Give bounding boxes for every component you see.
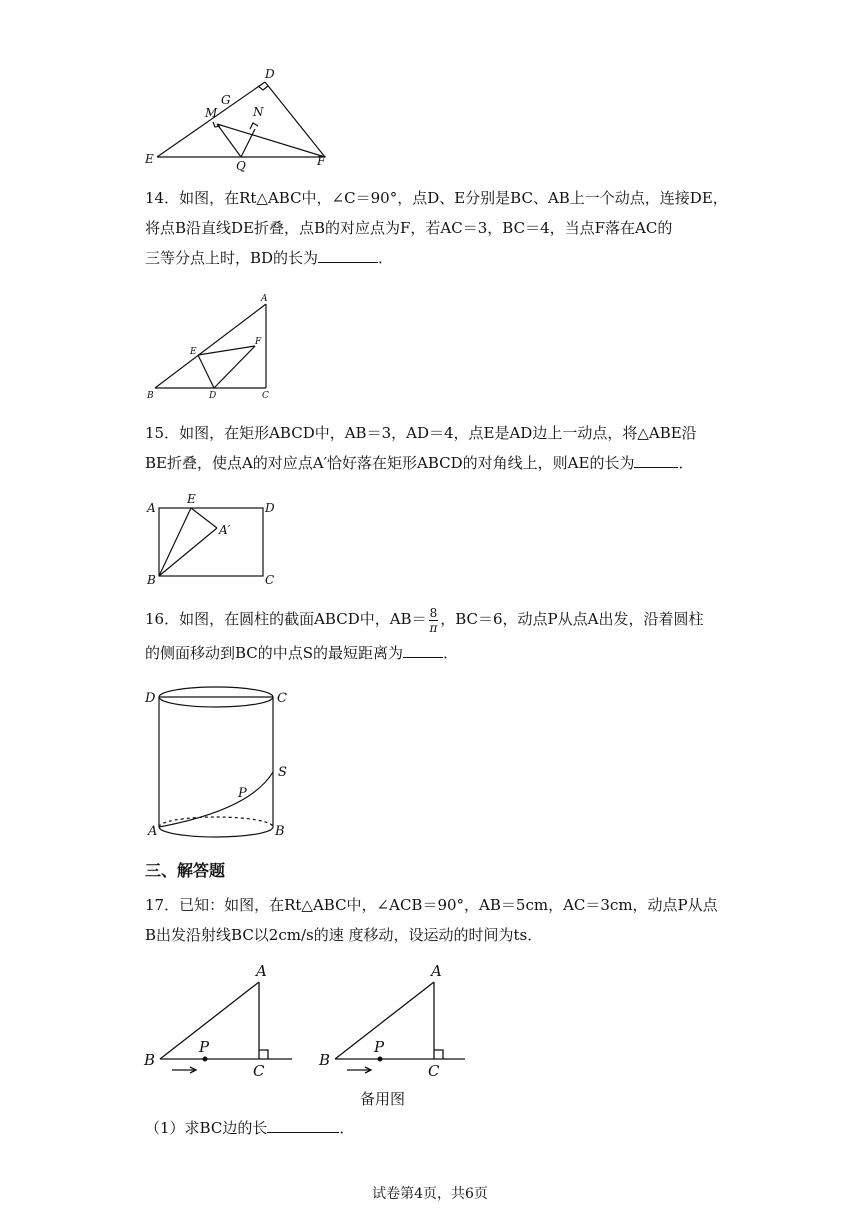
section-heading: 三、解答题 [145, 861, 226, 880]
label-B: B [147, 391, 154, 401]
figure-15 [145, 492, 285, 587]
label-A: A [147, 501, 156, 515]
label-M: M [205, 106, 218, 120]
question-17 [145, 890, 725, 950]
point-P [203, 1057, 208, 1062]
q17-line2: B出发沿射线BC以2cm/s的速 度移动，设运动的时间为ts． [145, 926, 543, 944]
label-P: P [374, 1038, 385, 1056]
q16-line1-b: ，BC＝6，动点P从点A出发，沿着圆柱 [440, 610, 704, 628]
label-D: D [145, 691, 156, 706]
figure-13 [145, 66, 345, 171]
label-E: E [145, 152, 154, 166]
q15-line2: BE折叠，使点A的对应点A′恰好落在矩形ABCD的对角线上，则AE的长为 [145, 454, 635, 472]
label-N: N [253, 105, 264, 119]
spare-figure-caption: 备用图 [360, 1090, 406, 1108]
q14-line2: 将点B沿直线DE折叠，点B的对应点为F，若AC＝3，BC＝4，当点F落在AC的 [145, 219, 673, 237]
fraction-8-over-pi: $\frac{8}{\pi}$ [429, 605, 438, 635]
label-G: G [221, 93, 231, 107]
question-16: 16．如图，在圆柱的截面ABCD中，AB＝ $\frac{8}{\pi}$ ，BC＝6，动点P从点A出发，沿着圆柱 的侧面移动到BC的中点S的最短距离为 ． [145, 605, 704, 662]
label-A: A [148, 824, 158, 839]
label-D: D [265, 501, 275, 515]
figure-14 [145, 292, 280, 404]
answer-blank-16 [403, 641, 443, 658]
label-C: C [265, 573, 275, 587]
label-C: C [253, 1062, 265, 1080]
figure-16 [145, 680, 295, 845]
label-A-prime: A′ [219, 523, 231, 537]
label-F: F [255, 337, 262, 347]
question-15: 15．如图，在矩形ABCD中，AB＝3，AD＝4，点E是AD边上一动点，将△ABE沿 BE折叠，使点A的对应点A′恰好落在矩形ABCD的对角线上，则AE的长为 ． [145, 418, 725, 478]
q15-line1: 15．如图，在矩形ABCD中，AB＝3，AD＝4，点E是AD边上一动点，将△ABE沿 [145, 424, 697, 442]
label-P: P [199, 1038, 210, 1056]
q16-line2: 的侧面移动到BC的中点S的最短距离为 [145, 644, 404, 662]
label-D: D [265, 67, 275, 81]
answer-blank-17-1 [267, 1116, 339, 1133]
q14-line1: 14．如图，在Rt△ABC中，∠C＝90°，点D、E分别是BC、AB上一个动点，连接DE， [145, 189, 728, 207]
answer-blank-15 [634, 451, 678, 468]
figure-17-main [140, 958, 300, 1083]
q17-line1: 17．已知：如图，在Rt△ABC中，∠ACB＝90°，AB＝5cm，AC＝3cm，动点P从点 [145, 896, 718, 914]
label-C: C [428, 1062, 440, 1080]
point-P [378, 1057, 383, 1062]
label-B: B [275, 824, 285, 839]
label-C: C [277, 691, 287, 706]
q14-line3: 三等分点上时，BD的长为 [145, 249, 319, 267]
label-Q: Q [236, 159, 246, 173]
label-A: A [431, 962, 442, 980]
answer-blank-14 [318, 246, 378, 263]
label-E: E [187, 492, 196, 506]
q17-sub1: （1）求BC边的长 ． [145, 1116, 354, 1138]
figure-17-spare [315, 958, 475, 1083]
label-B: B [319, 1051, 331, 1069]
label-E: E [190, 347, 197, 357]
label-B: B [144, 1051, 156, 1069]
q16-line1-a: 16．如图，在圆柱的截面ABCD中，AB＝ [145, 610, 427, 628]
label-P: P [238, 786, 247, 801]
label-D: D [209, 391, 217, 401]
label-B: B [147, 573, 156, 587]
question-14: 14．如图，在Rt△ABC中，∠C＝90°，点D、E分别是BC、AB上一个动点，连接DE， 将点B沿直线DE折叠，点B的对应点为F，若AC＝3，BC＝4，当点F落在AC的 三等分点上时，BD的长为 ． [145, 183, 725, 273]
label-F: F [317, 154, 326, 168]
label-A: A [261, 294, 268, 304]
label-A: A [256, 962, 267, 980]
page-footer: 试卷第4页，共6页 [372, 1186, 488, 1202]
label-C: C [262, 391, 269, 401]
label-S: S [278, 765, 287, 780]
